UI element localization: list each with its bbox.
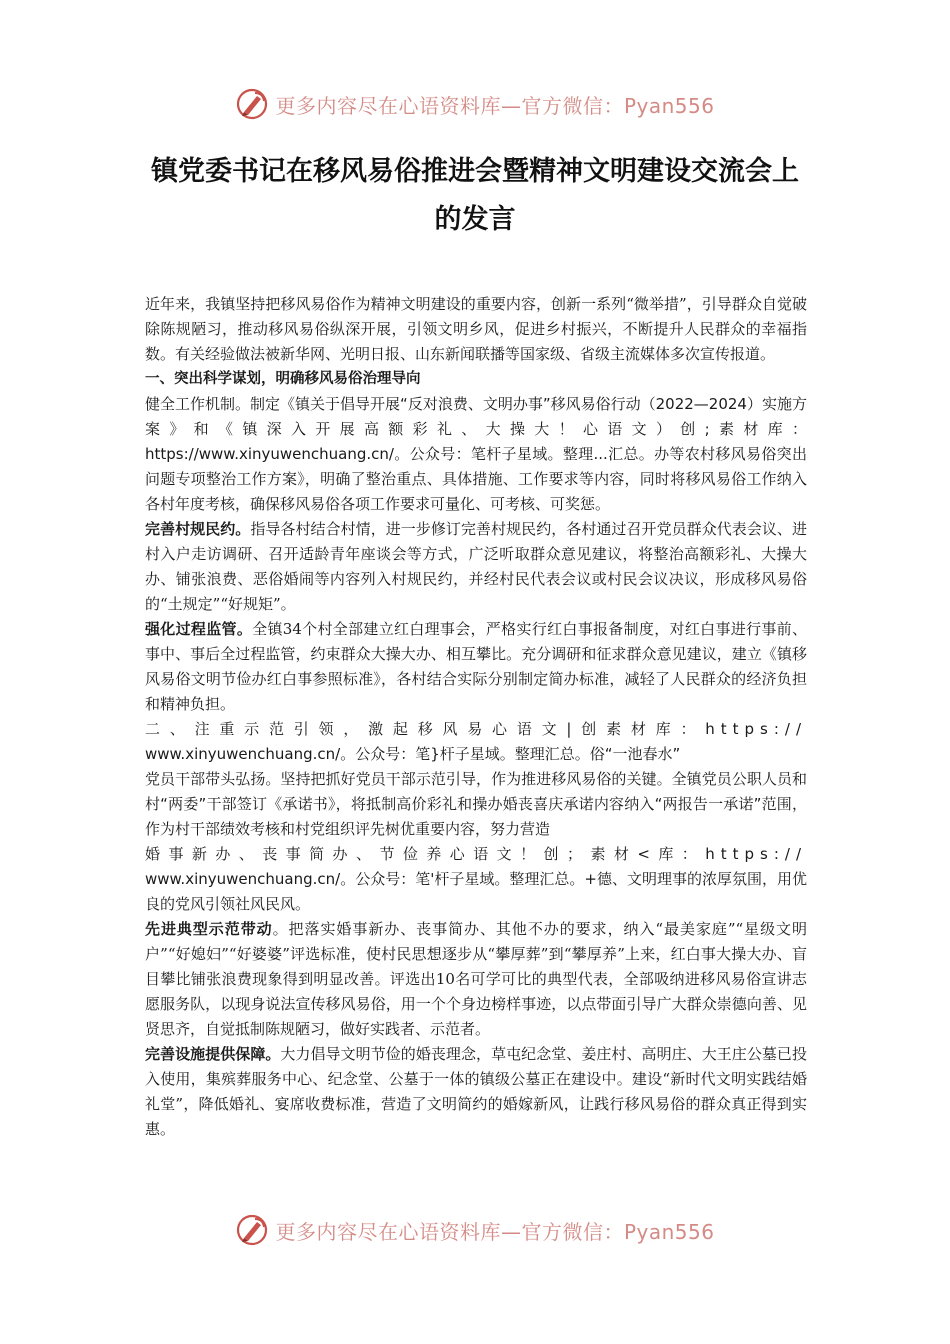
paragraph-lead: 先进典型示范带动 <box>145 920 273 938</box>
section-1-heading: 一、突出科学谋划，明确移风易俗治理导向 <box>145 371 421 387</box>
section-1-paragraph-2 <box>145 517 807 617</box>
section-2-heading-line-2: www.xinyuwenchuang.cn/。公众号：笔}杆子星域。整理汇总。俗“一池春水” <box>145 745 681 763</box>
paragraph-text: 大力倡导文明节俭的婚丧理念，草屯纪念堂、姜庄村、高明庄、大王庄公墓已投入使用，集殡葬服务中心、纪念堂、公墓于一体的镇级公墓正在建设中。建设“新时代文明实践结婚礼堂”，降低婚礼、宴席收费标准，营造了文明简约的婚嫁新风，让践行移风易俗的群众真正得到实惠。 <box>145 1045 807 1138</box>
paragraph-text: 。把落实婚事新办、丧事简办、其他不办的要求，纳入“最美家庭”“星级文明户”“好媳妇”“好婆婆”评选标准，使村民思想逐步从“攀厚葬”到“攀厚养”上来，红白事大操大办、盲目攀比铺张浪费现象得到明显改善。评选出10名可学可比的典型代表，全部吸纳进移风易俗宣讲志愿服务队，以现身说法宣传移风易俗，用一个个身边榜样事迹，以点带面引导广大群众崇德向善、见贤思齐，自觉抵制陈规陋习，做好实践者、示范者。 <box>145 920 807 1038</box>
section-2-paragraph-3 <box>145 1042 807 1142</box>
page-title: 镇党委书记在移风易俗推进会暨精神文明建设交流会上的发言 <box>151 156 799 235</box>
paragraph-text: 指导各村结合村情，进一步修订完善村规民约，各村通过召开党员群众代表会议、进村入户走访调研、召开适龄青年座谈会等方式，广泛听取群众意见建议，将整治高额彩礼、大操大办、铺张浪费、恶俗婚闹等内容列入村规民约，并经村民代表会议或村民会议决议，形成移风易俗的“土规定”“好规矩”。 <box>145 520 807 613</box>
paragraph-text: 全镇34个村全部建立红白理事会，严格实行红白事报备制度，对红白事进行事前、事中、事后全过程监管，约束群众大操大办、相互攀比。充分调研和征求群众意见建议，建立《镇移风易俗文明节俭办红白事参照标准》，各村结合实际分别制定简办标准，减轻了人民群众的经济负担和精神负担。 <box>145 620 807 713</box>
intro-paragraph: 近年来，我镇坚持把移风易俗作为精神文明建设的重要内容，创新一系列“微举措”，引导群众自觉破除陈规陋习，推动移风易俗纵深开展，引领文明乡风，促进乡村振兴，不断提升人民群众的幸福指数。有关经验做法被新华网、光明日报、山东新闻联播等国家级、省级主流媒体多次宣传报道。 <box>145 295 807 363</box>
section-1-paragraph-3 <box>145 617 807 717</box>
pen-logo-icon <box>235 87 269 121</box>
paragraph-lead: 完善设施提供保障。 <box>145 1045 281 1063</box>
pen-logo-icon <box>235 1213 269 1247</box>
banner-text: 更多内容尽在心语资料库—官方微信：Pyan556 <box>275 93 715 118</box>
header-banner <box>0 84 950 124</box>
section-2-paragraph-2 <box>145 917 807 1042</box>
footer-banner <box>0 1210 950 1250</box>
section-2-heading-line-1: 二、注重示范引领，激起移风易心语文|创素材库：https:// <box>145 720 807 738</box>
document-body <box>145 292 807 1142</box>
paragraph-lead: 强化过程监管。 <box>145 620 253 638</box>
paragraph-lead: 完善村规民约。 <box>145 520 251 538</box>
banner-text: 更多内容尽在心语资料库—官方微信：Pyan556 <box>275 1219 715 1244</box>
section-2-paragraph-1-spread-line: 婚事新办、丧事简办、节俭养心语文！创；素材<库：https:// <box>145 845 807 863</box>
section-1-paragraph-1: 健全工作机制。制定《镇关于倡导开展“反对浪费、文明办事”移风易俗行动（2022—2024）实施方案》和《镇深入开展高额彩礼、大操大！心语文）创;素材库：https://www.xinyuwenchuang.cn/。公众号：笔杆子星域。整理...汇总。办等农村移风易俗突出问题专项整治工作方案》，明确了整治重点、具体措施、工作要求等内容，同时将移风易俗工作纳入各村年度考核，确保移风易俗各项工作要求可量化、可考核、可奖惩。 <box>145 395 807 513</box>
section-2-paragraph-1: 党员干部带头弘扬。坚持把抓好党员干部示范引导，作为推进移风易俗的关键。全镇党员公职人员和村“两委”干部签订《承诺书》，将抵制高价彩礼和操办婚丧喜庆承诺内容纳入“两报告一承诺”范围，作为村干部绩效考核和村党组织评先树优重要内容，努力营造 <box>145 770 807 838</box>
section-2-paragraph-1-end: www.xinyuwenchuang.cn/。公众号：笔'杆子星域。整理汇总。+德、文明理事的浓厚氛围，用优良的党风引领社风民风。 <box>145 870 807 913</box>
